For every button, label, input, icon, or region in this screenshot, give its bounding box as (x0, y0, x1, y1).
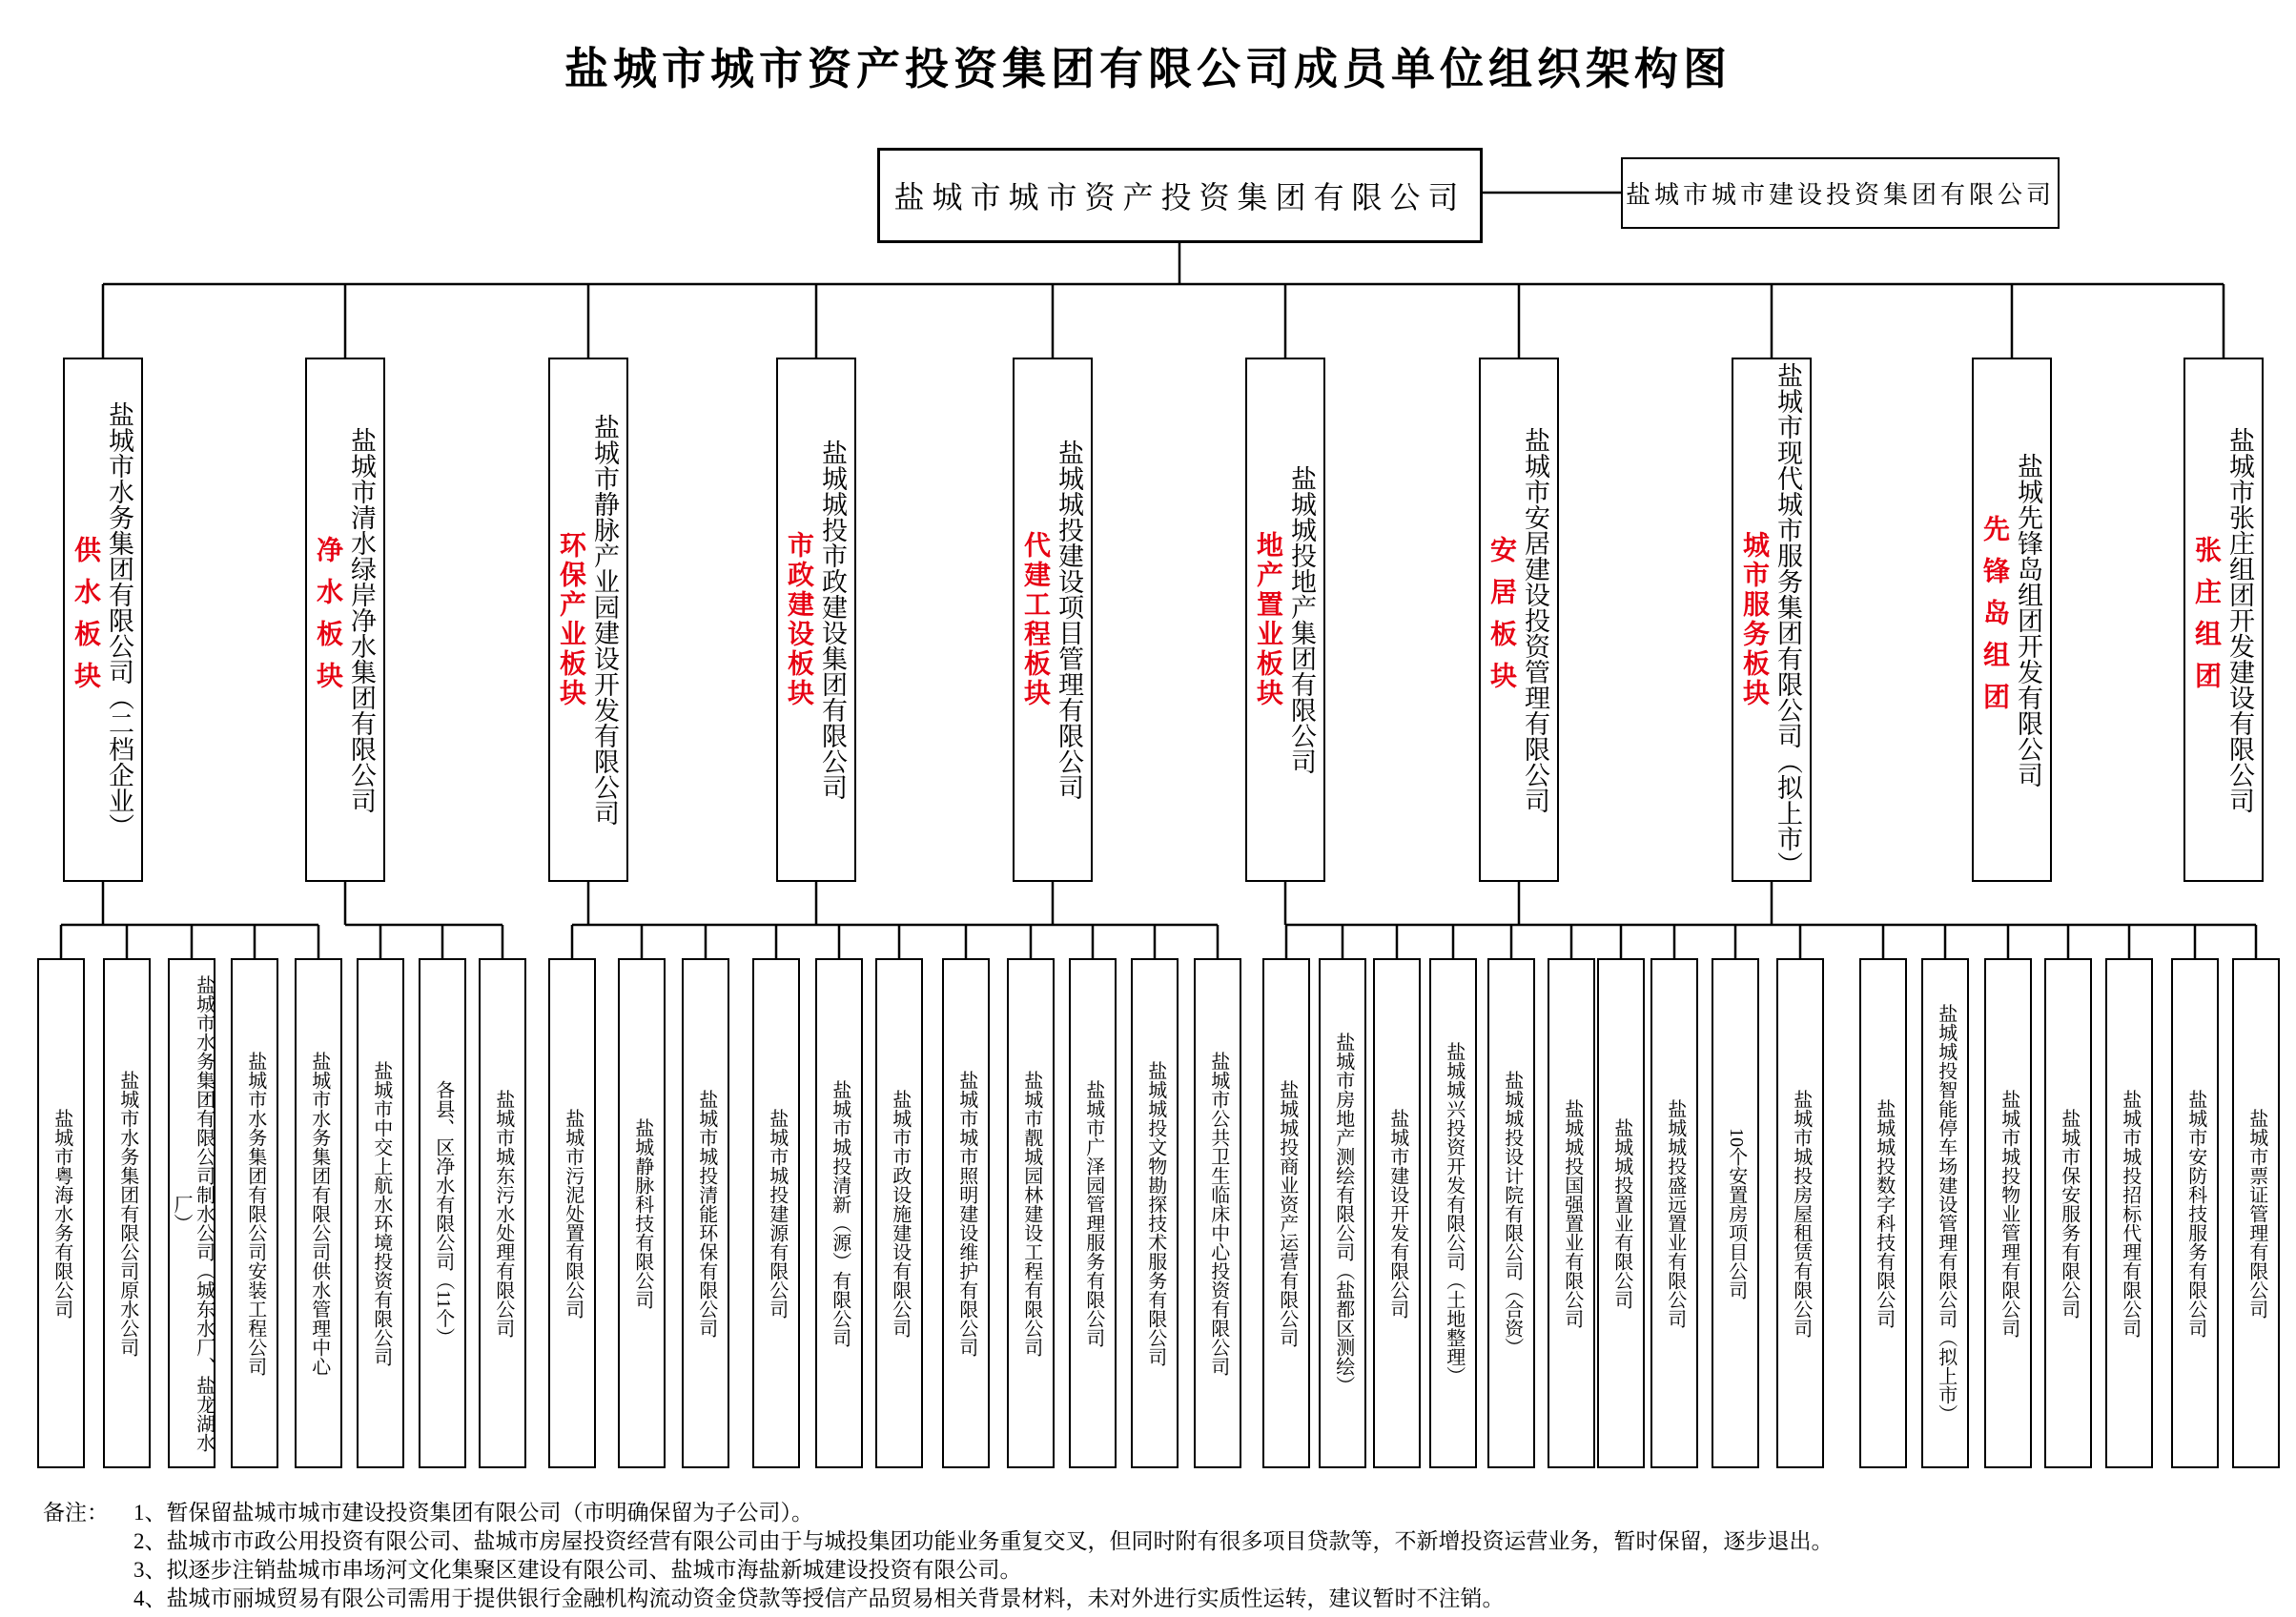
member-box (1131, 958, 1179, 1468)
member-box (419, 958, 466, 1468)
member-box (682, 958, 729, 1468)
member-company-name: 盐城市中交上航水环境投资有限公司 (370, 1060, 392, 1366)
segment-label: 环保产业板块 (556, 531, 585, 708)
member-company-name: 盐城城投商业资产运营有限公司 (1276, 1079, 1298, 1347)
member-company-name: 各县、区净水有限公司（11个） (432, 1079, 454, 1347)
segment-label: 市政建设板块 (784, 531, 813, 708)
member-company-name: 盐城市城投房屋租赁有限公司 (1790, 1089, 1812, 1338)
segment-box (548, 358, 628, 882)
member-box (2105, 958, 2153, 1468)
member-box (1650, 958, 1698, 1468)
segment-company-name: 盐城市水务集团有限公司（二档企业） (105, 400, 133, 839)
member-company-name: 盐城市水务集团有限公司安装工程公司 (244, 1051, 266, 1376)
member-box (1548, 958, 1595, 1468)
segment-label: 安居板块 (1486, 536, 1516, 704)
member-company-name: 盐城市水务集团有限公司原水公司 (116, 1070, 138, 1357)
note-items (133, 1499, 2274, 1613)
segment-label: 先锋岛组团 (1979, 515, 2009, 725)
segment-box (305, 358, 385, 882)
member-box (479, 958, 526, 1468)
member-company-name: 盐城市市政设施建设有限公司 (889, 1089, 911, 1338)
member-company-name: 10个安置房项目公司 (1725, 1127, 1747, 1300)
segment-label: 地产置业板块 (1253, 531, 1282, 708)
member-company-name: 盐城市粤海水务有限公司 (51, 1108, 72, 1319)
member-company-name: 盐城城投置业有限公司 (1610, 1117, 1632, 1309)
member-box (1921, 958, 1969, 1468)
segment-label: 城市服务板块 (1739, 531, 1769, 708)
member-company-name: 盐城城投数字科技有限公司 (1873, 1098, 1895, 1328)
segment-box (1245, 358, 1325, 882)
segment-company-name: 盐城市清水绿岸净水集团有限公司 (347, 426, 376, 813)
member-box (103, 958, 151, 1468)
member-box (357, 958, 404, 1468)
segment-label: 代建工程板块 (1020, 531, 1050, 708)
segment-box (776, 358, 856, 882)
member-box (942, 958, 990, 1468)
member-box (295, 958, 342, 1468)
segment-box (1732, 358, 1812, 882)
segment-box (63, 358, 143, 882)
segment-box (1013, 358, 1093, 882)
member-company-name: 盐城市城市照明建设维护有限公司 (955, 1070, 977, 1357)
member-box (1373, 958, 1421, 1468)
member-company-name: 盐城市污泥处置有限公司 (562, 1108, 584, 1319)
member-company-name: 盐城城兴投资开发有限公司（土地整理） (1443, 1041, 1465, 1385)
segment-company-name: 盐城城投地产集团有限公司 (1287, 465, 1316, 774)
member-box (1712, 958, 1759, 1468)
member-company-name: 盐城市公共卫生临床中心投资有限公司 (1207, 1051, 1229, 1376)
member-company-name: 盐城市安防科技服务有限公司 (2184, 1089, 2206, 1338)
member-company-name: 盐城城投盛远置业有限公司 (1664, 1098, 1686, 1328)
segment-label: 供水板块 (71, 536, 100, 704)
root-company-box (877, 148, 1483, 243)
member-company-name: 盐城市城投清新（源）有限公司 (829, 1079, 851, 1347)
member-company-name: 盐城城投设计院有限公司（合资） (1501, 1070, 1523, 1357)
member-box (1194, 958, 1241, 1468)
member-company-name: 盐城静脉科技有限公司 (631, 1117, 653, 1309)
member-box (1069, 958, 1117, 1468)
member-company-name: 盐城市保安服务有限公司 (2058, 1108, 2080, 1319)
affiliate-company-box (1621, 157, 2060, 229)
member-company-name: 盐城城投智能停车场建设管理有限公司（拟上市） (1935, 1003, 1957, 1423)
member-company-name: 盐城市广泽园管理服务有限公司 (1082, 1079, 1104, 1347)
member-box (752, 958, 800, 1468)
member-box (875, 958, 923, 1468)
member-company-name: 盐城市建设开发有限公司 (1386, 1108, 1408, 1319)
member-company-name: 盐城市水务集团有限公司供水管理中心 (308, 1051, 330, 1376)
member-box (548, 958, 596, 1468)
member-box (2232, 958, 2280, 1468)
member-company-name: 盐城市城投招标代理有限公司 (2119, 1089, 2141, 1338)
segment-company-name: 盐城市张庄组团开发建设有限公司 (2225, 426, 2254, 813)
member-company-name: 盐城市城东污水处理有限公司 (492, 1089, 514, 1338)
root-company-name: 盐城市城市资产投资集团有限公司 (893, 180, 1466, 215)
member-box (2044, 958, 2092, 1468)
member-box (1262, 958, 1310, 1468)
member-box (815, 958, 863, 1468)
member-box (1859, 958, 1907, 1468)
member-company-name: 盐城市房地产测绘有限公司（盐都区测绘） (1332, 1032, 1354, 1395)
member-box (1487, 958, 1535, 1468)
segment-company-name: 盐城市静脉产业园建设开发有限公司 (590, 414, 619, 826)
member-company-name: 盐城市靓城园林建设工程有限公司 (1020, 1070, 1042, 1357)
segment-box (2183, 358, 2264, 882)
member-box (1319, 958, 1366, 1468)
note-line: 3、拟逐步注销盐城市串场河文化集聚区建设有限公司、盐城市海盐新城建设投资有限公司。 (133, 1558, 1022, 1582)
member-company-name: 盐城市水务集团有限公司制水公司（城东水厂、盐龙湖水厂） (171, 974, 215, 1452)
member-box (618, 958, 666, 1468)
member-box (1776, 958, 1824, 1468)
member-company-name: 盐城市城投清能环保有限公司 (695, 1089, 717, 1338)
note-line: 4、盐城市丽城贸易有限公司需用于提供银行金融机构流动资金贷款等授信产品贸易相关背景材料，未对外进行实质性运转，建议暂时不注销。 (133, 1586, 1505, 1610)
member-company-name: 盐城市城投建源有限公司 (766, 1108, 788, 1319)
notes (43, 1499, 2274, 1613)
segment-box (1479, 358, 1559, 882)
note-line: 1、暂保留盐城市城市建设投资集团有限公司（市明确保留为子公司）。 (133, 1501, 813, 1525)
segment-company-name: 盐城市现代城市服务集团有限公司（拟上市） (1773, 362, 1802, 877)
segment-box (1972, 358, 2052, 882)
page-title: 盐城市城市资产投资集团有限公司成员单位组织架构图 (564, 45, 1732, 93)
member-company-name: 盐城城投文物勘探技术服务有限公司 (1144, 1060, 1166, 1366)
member-box (2171, 958, 2219, 1468)
member-box (231, 958, 278, 1468)
segment-company-name: 盐城市安居建设投资管理有限公司 (1521, 426, 1549, 813)
note-line: 2、盐城市市政公用投资有限公司、盐城市房屋投资经营有限公司由于与城投集团功能业务重复交叉，但同时附有很多项目贷款等，不新增投资运营业务，暂时保留，逐步退出。 (133, 1529, 1834, 1553)
member-company-name: 盐城市票证管理有限公司 (2245, 1108, 2267, 1319)
member-box (1007, 958, 1055, 1468)
member-box (37, 958, 85, 1468)
segment-label: 张庄组团 (2191, 536, 2221, 704)
member-box (1429, 958, 1477, 1468)
member-company-name: 盐城市城投物业管理有限公司 (1998, 1089, 2019, 1338)
segment-company-name: 盐城先锋岛组团开发有限公司 (2014, 452, 2042, 788)
member-box (1597, 958, 1645, 1468)
segment-company-name: 盐城城投市政建设集团有限公司 (818, 440, 847, 800)
member-company-name: 盐城城投国强置业有限公司 (1561, 1098, 1583, 1328)
affiliate-company-name: 盐城市城市建设投资集团有限公司 (1625, 181, 2055, 209)
member-box (168, 958, 215, 1468)
notes-prefix: 备注： (43, 1501, 109, 1525)
segment-label: 净水板块 (313, 536, 342, 704)
member-box (1984, 958, 2032, 1468)
segment-company-name: 盐城城投建设项目管理有限公司 (1055, 440, 1083, 800)
